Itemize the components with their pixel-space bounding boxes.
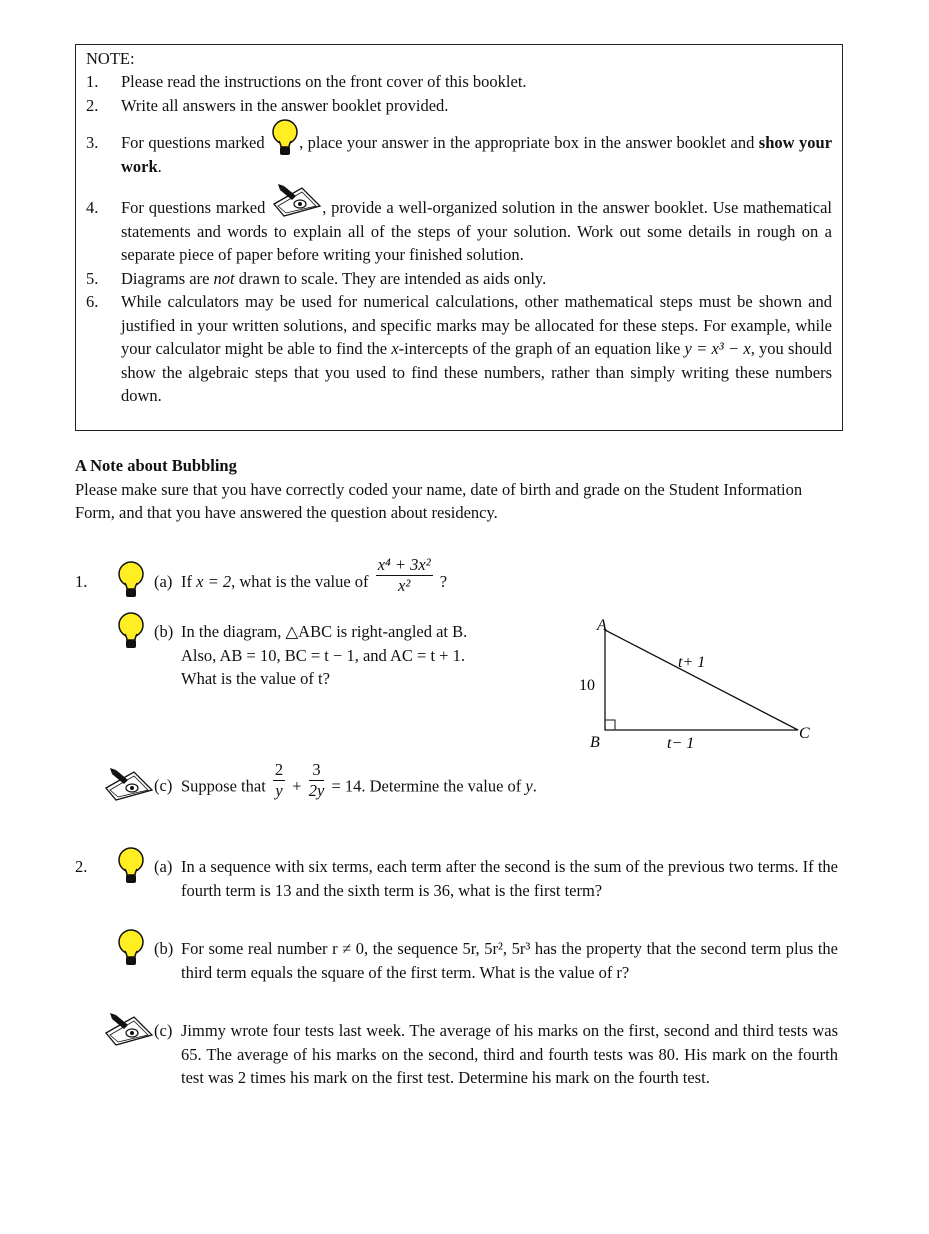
note-item-4: 4. For questions marked , provide a well-organized solution in the answer booklet. Use mathematical statements and words to explain all of the steps of your solution. Work out some details in rough on a separate piece of paper before writing your finished solution. xyxy=(86,196,832,267)
lightbulb-icon xyxy=(117,929,145,967)
question-2-number: 2. xyxy=(75,857,88,876)
note-item-6: 6. While calculators may be used for numerical calculations, other mathematical steps must be shown and justified in your written solutions, and specific marks may be allocated for these steps. For example, while your calculator might be able to find the x-intercepts of the graph of an equation like y = x³ − x, you should show the algebraic steps that you used to find these numbers, rather than simply writing these numbers down. xyxy=(86,292,833,405)
note-item-3: 3. For questions marked , place your answer in the appropriate box in the answer booklet and show your work. xyxy=(86,131,832,178)
side-bc-label: t− 1 xyxy=(667,735,695,752)
side-ac-label: t+ 1 xyxy=(678,654,706,671)
question-1-number: 1. xyxy=(75,572,88,591)
vertex-a-label: A xyxy=(597,617,607,634)
bubbling-text: Please make sure that you have correctly coded your name, date of birth and grade on the Student Information Form, and that you have answered the question about residency. xyxy=(75,479,803,522)
pencil-icon xyxy=(104,1011,154,1047)
q1-part-b: (b) In the diagram, △ABC is right-angled at B. Also, AB = 10, BC = t − 1, and AC = t + 1. What is the value of t? xyxy=(154,622,468,688)
note-box xyxy=(75,44,843,431)
note-item-5: 5. Diagrams are not drawn to scale. They are intended as aids only. xyxy=(86,268,547,288)
side-ab-label: 10 xyxy=(579,677,595,694)
pencil-icon xyxy=(272,182,322,218)
note-item-1: 1. Please read the instructions on the front cover of this booklet. xyxy=(86,72,527,91)
pencil-icon xyxy=(104,766,154,802)
note-title: NOTE: xyxy=(86,49,135,68)
lightbulb-icon xyxy=(117,612,145,650)
lightbulb-icon xyxy=(117,561,145,599)
q2-part-c: (c) Jimmy wrote four tests last week. The average of his marks on the first, second and third tests was 65. The average of his marks on the second, third and fourth tests was 80. His mark on the fourth test was 2 times his mark on the first test. Determine his mark on the fourth test. xyxy=(154,1021,838,1087)
bubbling-heading: A Note about Bubbling xyxy=(75,456,237,475)
vertex-c-label: C xyxy=(799,725,810,742)
note-item-2: 2. Write all answers in the answer booklet provided. xyxy=(86,95,449,115)
q1-part-a: (a) If x = 2, what is the value of $\frac{\text{x⁴ + 3x²}}{\text{x²}}$ ? xyxy=(154,554,448,595)
bubbling-note xyxy=(75,454,815,525)
vertex-b-label: B xyxy=(590,734,600,751)
q2-part-b: (b) For some real number r ≠ 0, the sequence 5r, 5r², 5r³ has the property that the second term plus the third term equals the square of the first term. What is the value of r? xyxy=(154,939,838,982)
lightbulb-icon xyxy=(117,847,145,885)
q2-part-a: (a) In a sequence with six terms, each term after the second is the sum of the previous two terms. If the fourth term is 13 and the sixth term is 36, what is the first term? xyxy=(154,857,838,900)
lightbulb-icon xyxy=(271,119,299,157)
q1-part-c: (c) Suppose that $\frac{2}{y}$ + $\frac{3}{2y}$ = 14. Determine the value of y. xyxy=(154,760,537,800)
triangle-diagram xyxy=(570,610,820,755)
